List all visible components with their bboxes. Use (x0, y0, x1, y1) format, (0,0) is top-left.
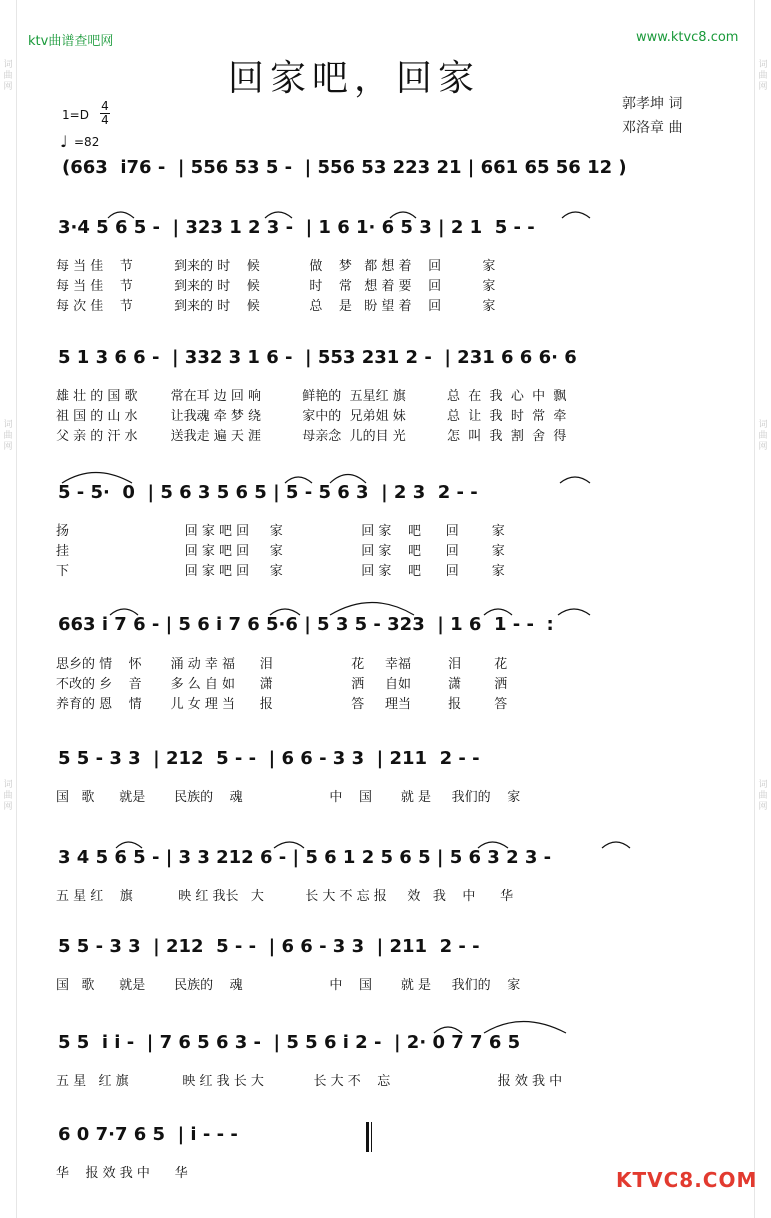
slur-arc (62, 473, 132, 484)
site-url-right[interactable]: www.ktvc8.com (636, 30, 739, 45)
notation-line-6: 5 5 - 3 3 | 212 5 - - | 6 6 - 3 3 | 211 2 - - (58, 748, 480, 769)
notation-line-4: 5 - 5· 0 | 5 6 3 5 6 5 | 5 - 5 6 3 | 2 3 2 - - (58, 482, 478, 503)
lyric-line: 祖 国 的 山 水 让我魂 牵 梦 绕 家中的 兄弟姐 妹 总 让 我 时 常 牵 (56, 409, 567, 424)
lyric-line: 不改的 乡 音 多 么 自 如 潇 洒 自如 潇 洒 (56, 677, 508, 692)
lyric-line: 扬 回 家 吧 回 家 回 家 吧 回 家 (56, 524, 505, 539)
lyric-line: 国 歌 就是 民族的 魂 中 国 就 是 我们的 家 (56, 790, 521, 805)
slur-arc (390, 212, 416, 218)
lyric-line: 每 当 佳 节 到来的 时 候 做 梦 都 想 着 回 家 (56, 259, 496, 274)
quarter-note-icon: ♩ (60, 132, 68, 151)
slur-arc (562, 212, 590, 218)
tempo-mark: =82 (74, 135, 100, 149)
lyric-line: 雄 壮 的 国 歌 常在耳 边 回 响 鲜艳的 五星红 旗 总 在 我 心 中 飘 (56, 389, 567, 404)
left-watermark-text: 词 曲 网 (3, 60, 13, 92)
slur-arc (484, 609, 512, 615)
lyric-line: 五 星 红 旗 映 红 我 长 大 长 大 不 忘 报 效 我 中 (56, 1074, 563, 1089)
notation-line-3: 5 1 3 6 6 - | 332 3 1 6 - | 553 231 2 - | 231 6 6 6· 6 (58, 347, 577, 368)
slur-arc (330, 475, 366, 484)
time-signature-top: 4 (101, 99, 109, 113)
notation-line-1: (663 i76 - | 556 53 5 - | 556 53 223 21 | 661 65 56 12 ) (62, 157, 627, 178)
ktvc8-logo[interactable]: KTVC8.COM (616, 1168, 758, 1192)
notation-line-5: 663 i 7 6 - | 5 6 i 7 6 5·6 | 5 3 5 - 323 | 1 6 1 - - : (58, 614, 554, 635)
lyric-line: 每 当 佳 节 到来的 时 候 时 常 想 着 要 回 家 (56, 279, 496, 294)
slur-arc (274, 842, 304, 848)
lyric-line: 养育的 恩 情 儿 女 理 当 报 答 理当 报 答 (56, 697, 508, 712)
site-name-left[interactable]: ktv曲谱查吧网 (28, 34, 114, 49)
slur-arc (116, 842, 142, 848)
left-watermark-text: 词 曲 网 (3, 780, 13, 812)
time-signature-bottom: 4 (101, 113, 109, 127)
composer-credit: 邓洛章 曲 (622, 120, 683, 136)
slur-arc (434, 1027, 462, 1033)
lyric-line: 国 歌 就是 民族的 魂 中 国 就 是 我们的 家 (56, 978, 521, 993)
lyric-line: 父 亲 的 汗 水 送我走 遍 天 涯 母亲念 儿的目 光 怎 叫 我 割 舍 得 (56, 429, 567, 444)
lyric-line: 挂 回 家 吧 回 家 回 家 吧 回 家 (56, 544, 505, 559)
notation-line-9: 5 5 i i - | 7 6 5 6 3 - | 5 5 6 i 2 - | 2· 0 7 7 6 5 (58, 1032, 521, 1053)
song-title: 回家吧，回家 (228, 58, 481, 99)
lyric-line: 每 次 佳 节 到来的 时 候 总 是 盼 望 着 回 家 (56, 299, 496, 314)
lyric-line: 五 星 红 旗 映 红 我长 大 长 大 不 忘 报 效 我 中 华 (56, 889, 514, 904)
slur-arc (270, 609, 300, 615)
slur-arc (265, 212, 292, 218)
slur-arc (110, 609, 138, 615)
notation-line-10: 6 0 7·7 6 5 | i - - - (58, 1124, 238, 1145)
slur-arc (560, 477, 590, 483)
slur-arc (330, 603, 414, 616)
slur-arc (285, 477, 312, 483)
slur-arc (602, 842, 630, 848)
lyric-line: 思乡的 情 怀 涌 动 幸 福 泪 花 幸福 泪 花 (56, 657, 508, 672)
slur-arc (558, 609, 590, 615)
notation-line-2: 3·4 5 6 5 - | 323 1 2 3 - | 1 6 1· 6 5 3 | 2 1 5 - - (58, 217, 535, 238)
lyric-line: 下 回 家 吧 回 家 回 家 吧 回 家 (56, 564, 505, 579)
right-watermark-text: 词 曲 网 (758, 780, 768, 812)
right-watermark-text: 词 曲 网 (758, 60, 768, 92)
lyric-line: 华 报 效 我 中 华 (56, 1166, 188, 1181)
notation-line-8: 5 5 - 3 3 | 212 5 - - | 6 6 - 3 3 | 211 2 - - (58, 936, 480, 957)
slur-arc (108, 212, 134, 218)
key-signature: 1=D (62, 108, 89, 122)
slur-arc (484, 1022, 566, 1034)
left-watermark-text: 词 曲 网 (3, 420, 13, 452)
right-watermark-text: 词 曲 网 (758, 420, 768, 452)
notation-line-7: 3 4 5 6 5 - | 3 3 212 6 - | 5 6 1 2 5 6 5 | 5 6 3 2 3 - (58, 847, 552, 868)
slur-arc (478, 842, 508, 848)
lyricist-credit: 郭孝坤 词 (622, 96, 683, 112)
